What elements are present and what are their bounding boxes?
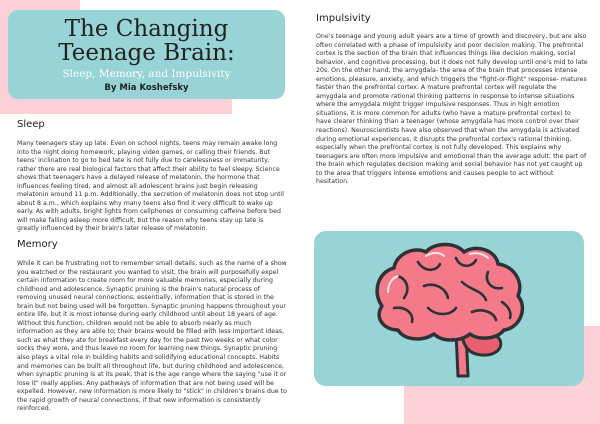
sleep-heading: Sleep	[17, 119, 45, 130]
title-card	[8, 10, 285, 99]
memory-heading: Memory	[17, 239, 58, 250]
title-line-2: Teenage Brain:	[58, 40, 235, 66]
brain-icon	[364, 236, 534, 386]
sleep-paragraph: Many teenagers stay up late. Even on school nights, teens may remain awake long into the night doing homework, playing video games, or calling their friends. But teens' inclination to go to bed late is not fully due to carelessness or immaturity, rather there are real biological factors that affect their ability to feel sleepy. Science shows that teenagers have a delayed release of melatonin, the hormone that influences feeling tired, and almost all adolescent brains just begin releasing melatonin around 11 p.m. Additionally, the secretion of melatonin does not stop until about 8 a.m., which explains why many teens also find it very difficult to wake up early. As with adults, bright lights from cellphones or consuming caffeine before bed will make falling asleep more difficult, but the reason why teens stay up late is greatly influenced by their brain's later release of melatonin.	[17, 140, 285, 233]
impulsivity-paragraph: One's teenage and young adult years are a time of growth and discovery, but are also often correlated with a phase of impulsivity and poor decision making. The prefrontal cortex is the section of the brain that influences things like decision making, social behavior, and cognitive processing, but it does not fully develop until one's mid to late 20s. On the other hand, the amygdala- the area of the brain that processes intense emotions, pleasure, anxiety, and which triggers the "fight-or-flight" response- matures faster than the prefrontal cortex. A mature prefrontal cortex will regulate the amygdala and promote rational thinking patterns in response to intense situations where the amygdala might trigger impulsive responses. Thus in high emotion situations, it is more common for adults (who have a mature prefrontal cortex) to have clearer thinking than a teenager (whose amygdala has more control over their reactions). Neuroscientists have also observed that when the amygdala is activated during emotional experiences, it disrupts the prefrontal cortex's rational thinking, especially when the prefrontal cortex is not fully developed. This explains why teenagers are often more impulsive and emotional than the average adult; the part of the brain which regulates decision making and social behavior has not yet caught up to the area that triggers intense emotions and causes people to act without hesitation.	[316, 33, 588, 186]
author-byline: By Mia Koshefsky	[104, 83, 189, 93]
memory-paragraph: While it can be frustrating not to remember small details, such as the name of a show you watched or the restaurant you wanted to visit, the brain will purposefully expel certain information to create room for more valuable memories, especially during childhood and adolescence. Synaptic pruning is the brain's natural process of removing unused neural connections; essentially, information that is stored in the brain but not being used will be forgotten. Synaptic pruning happens throughout your entire life, but it is most intense during early childhood until about 18 years of age. Without this function, children would not be able to absorb nearly as much information as they are able to; their brains would be filled with less important ideas, such as what they ate for breakfast every day for the past two weeks or what color socks they wore, and thus leave no room for learning new things. Synaptic pruning also plays a vital role in building habits and solidifying educational concepts. Habits and memories can be built all throughout life, but during childhood and adolescence, when synaptic pruning is at its peak, that is the age range where the saying "use it or lose it" really applies. Any pathways of information that are not being used will be expelled. However, new information is more likely to "stick" in children's brains due to the rapid growth of neural connections, if that new information is consistently reinforced.	[17, 260, 287, 413]
subtitle: Sleep, Memory, and Impulsivity	[62, 68, 231, 80]
impulsivity-heading: Impulsivity	[316, 13, 371, 24]
illustration-card	[314, 231, 584, 386]
decor-pink-block-right-edge	[584, 326, 600, 424]
title-line-1: The Changing	[64, 16, 229, 42]
